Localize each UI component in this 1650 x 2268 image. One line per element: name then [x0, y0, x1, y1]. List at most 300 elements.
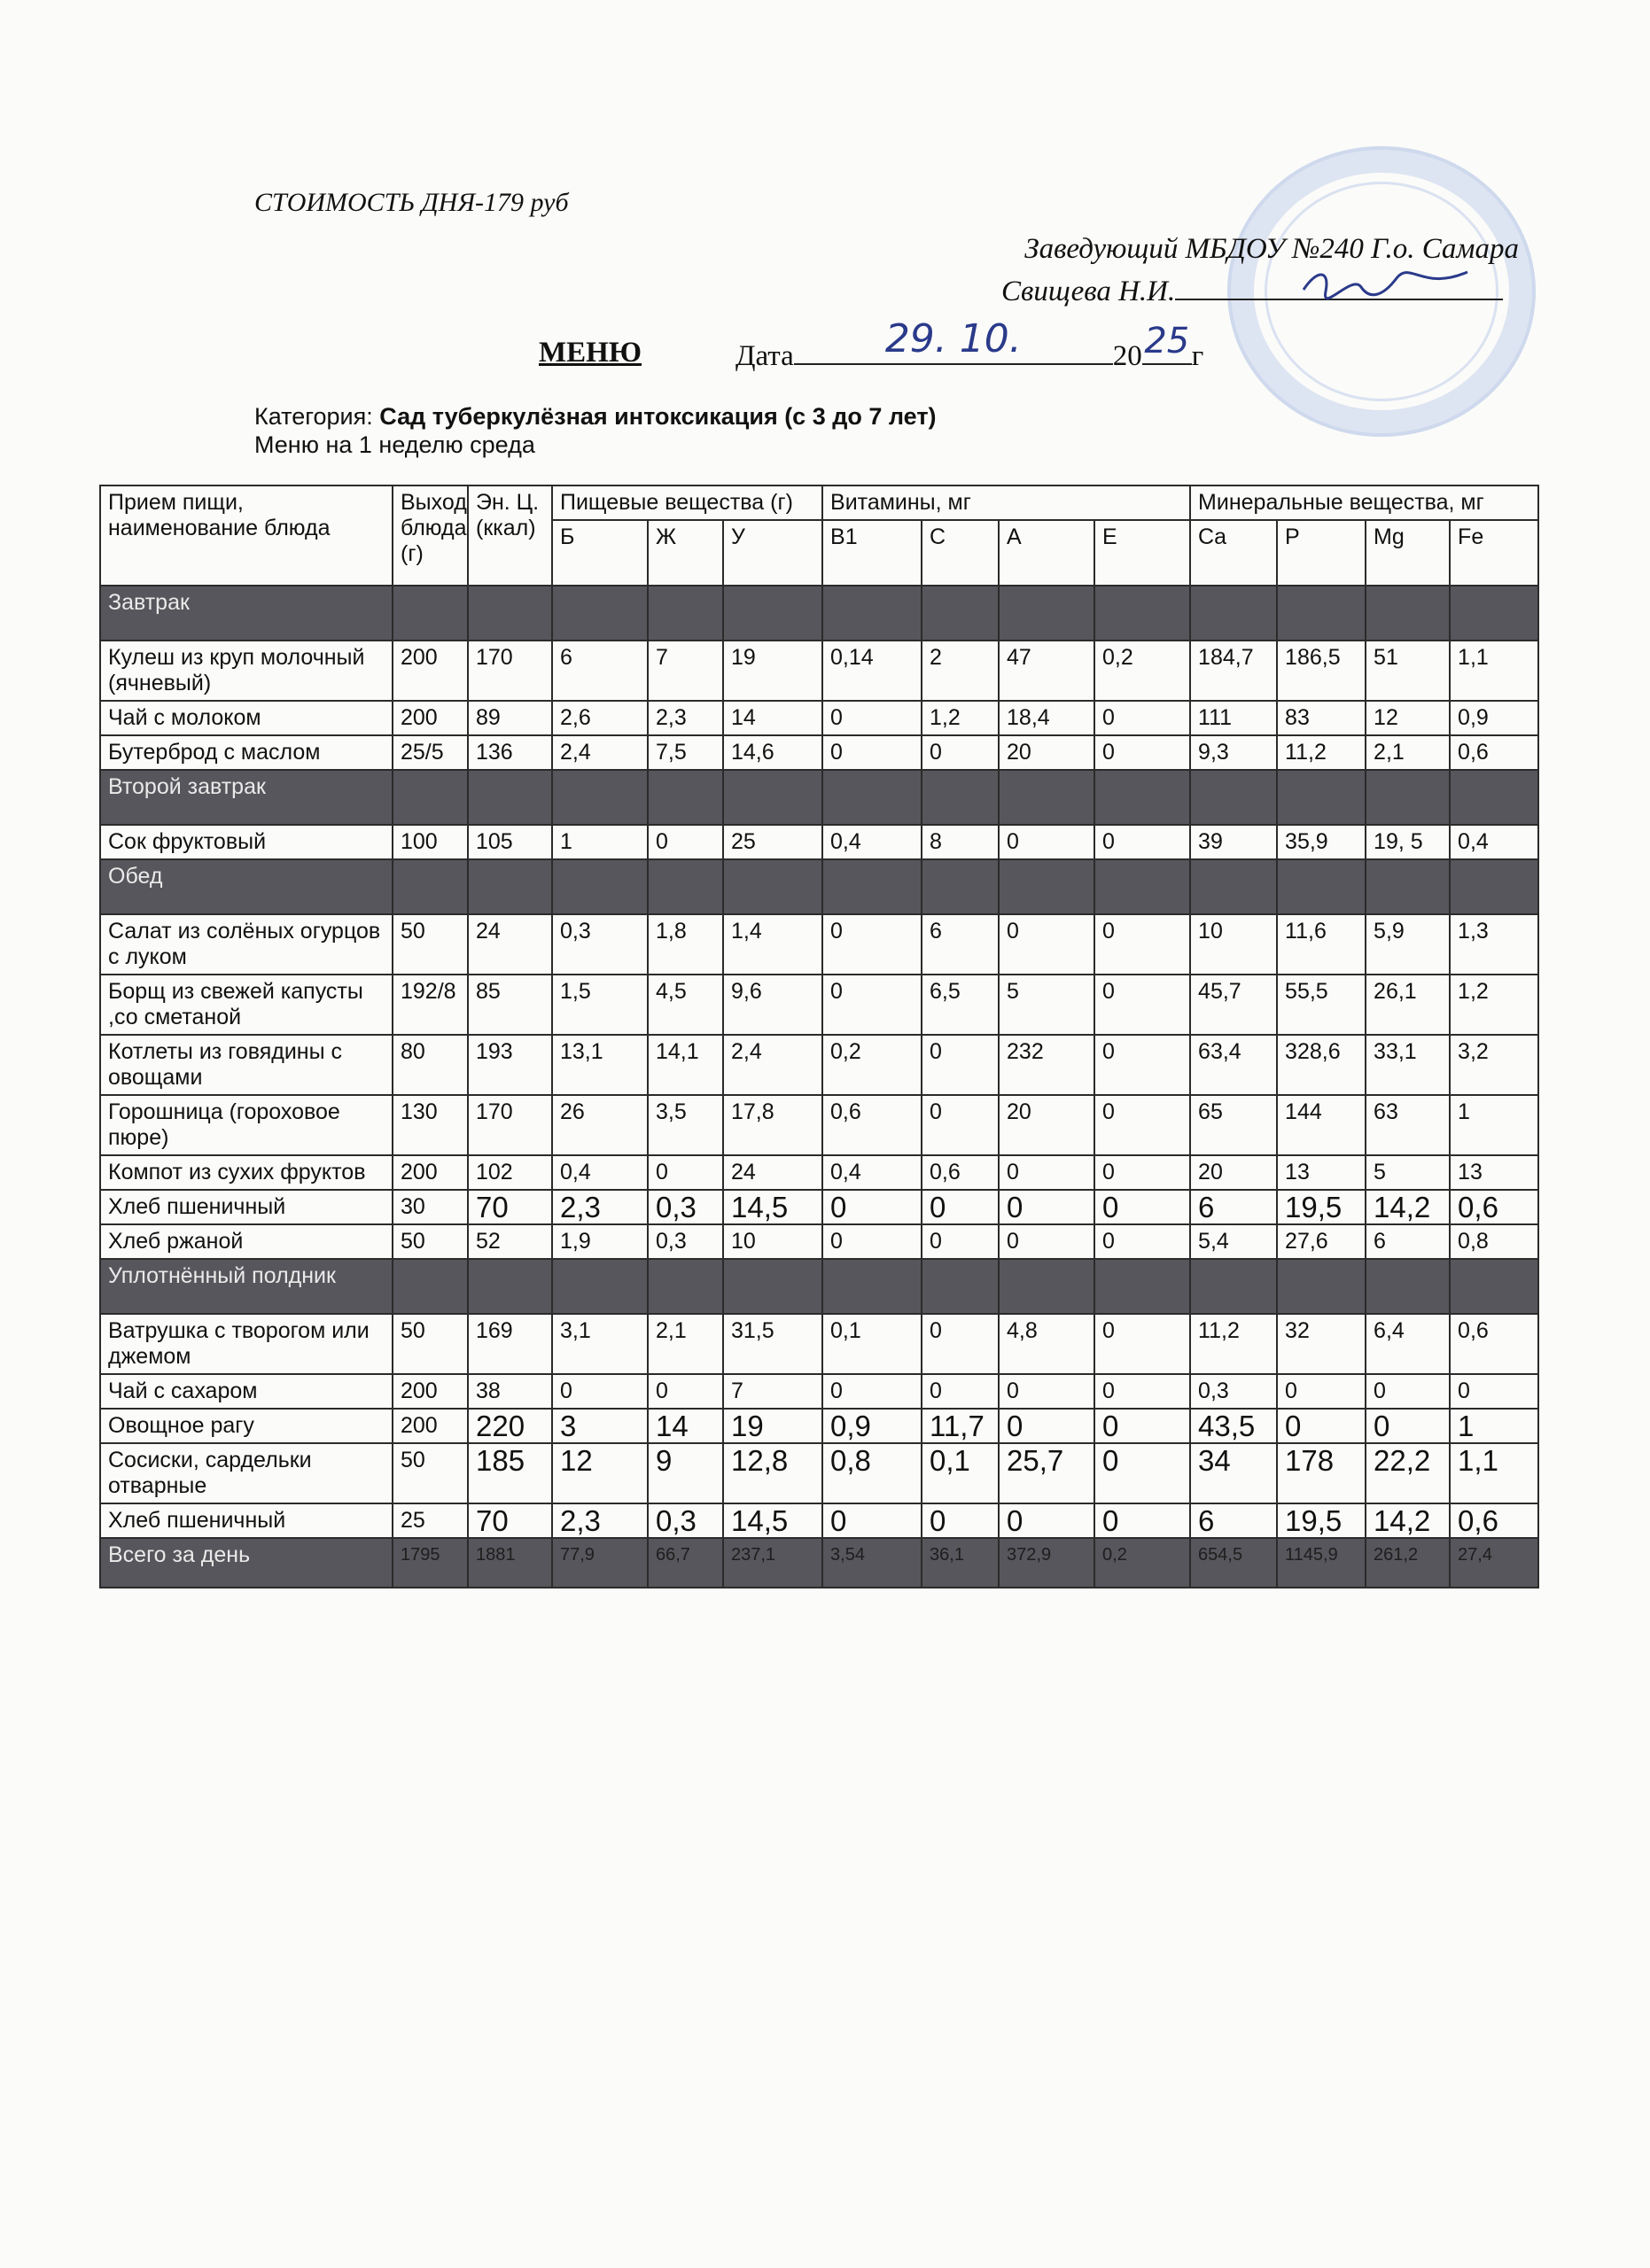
- value-cell: 1,9: [552, 1224, 648, 1259]
- value-cell: 0: [648, 825, 723, 859]
- value-cell: 70: [468, 1503, 552, 1538]
- table-row: [100, 1190, 1538, 1224]
- section-title: Второй завтрак: [100, 770, 393, 825]
- value-cell: 6: [552, 641, 648, 701]
- value-cell: 0,3: [648, 1224, 723, 1259]
- value-cell: 89: [468, 701, 552, 735]
- value-cell: 0,3: [1190, 1374, 1277, 1409]
- total-cell: 0,2: [1094, 1538, 1190, 1588]
- value-cell: 185: [468, 1443, 552, 1503]
- section-filler: [822, 586, 922, 641]
- value-cell: 38: [468, 1374, 552, 1409]
- year-prefix: 20: [1112, 340, 1142, 372]
- section-filler: [922, 1259, 999, 1314]
- value-cell: 0: [648, 1155, 723, 1190]
- value-cell: 192/8: [393, 975, 468, 1035]
- value-cell: 111: [1190, 701, 1277, 735]
- value-cell: 17,8: [723, 1095, 822, 1155]
- value-cell: 5,4: [1190, 1224, 1277, 1259]
- table-row: [100, 914, 1538, 975]
- value-cell: 170: [468, 641, 552, 701]
- dish-name: Хлеб ржаной: [100, 1224, 393, 1259]
- value-cell: 12,8: [723, 1443, 822, 1503]
- value-cell: 13: [1450, 1155, 1538, 1190]
- value-cell: 0: [822, 914, 922, 975]
- date-field: [794, 316, 1113, 365]
- value-cell: 0: [1094, 1409, 1190, 1443]
- value-cell: 1,1: [1450, 641, 1538, 701]
- signature-scribble-icon: [1299, 265, 1476, 300]
- value-cell: 5: [999, 975, 1094, 1035]
- value-cell: 20: [1190, 1155, 1277, 1190]
- section-row: [100, 770, 1538, 825]
- section-filler: [552, 1259, 648, 1314]
- value-cell: 20: [999, 735, 1094, 770]
- value-cell: 14,6: [723, 735, 822, 770]
- value-cell: 3,1: [552, 1314, 648, 1374]
- value-cell: 35,9: [1277, 825, 1366, 859]
- value-cell: 10: [1190, 914, 1277, 975]
- year-suffix: г: [1191, 340, 1204, 372]
- value-cell: 1: [1450, 1095, 1538, 1155]
- header-vitamins: Витамины, мг: [822, 485, 1190, 520]
- category-value: Сад туберкулёзная интоксикация (с 3 до 7 лет): [379, 403, 937, 430]
- value-cell: 39: [1190, 825, 1277, 859]
- value-cell: 4,8: [999, 1314, 1094, 1374]
- value-cell: 22,2: [1366, 1443, 1450, 1503]
- value-cell: 170: [468, 1095, 552, 1155]
- value-cell: 1,2: [1450, 975, 1538, 1035]
- value-cell: 200: [393, 701, 468, 735]
- dish-name: Сок фруктовый: [100, 825, 393, 859]
- section-filler: [822, 770, 922, 825]
- section-filler: [1277, 770, 1366, 825]
- table-row: [100, 1314, 1538, 1374]
- value-cell: 0: [999, 1190, 1094, 1224]
- section-filler: [1366, 586, 1450, 641]
- value-cell: 0: [922, 1314, 999, 1374]
- value-cell: 130: [393, 1095, 468, 1155]
- value-cell: 0: [552, 1374, 648, 1409]
- value-cell: 0: [822, 1503, 922, 1538]
- section-filler: [999, 859, 1094, 914]
- value-cell: 105: [468, 825, 552, 859]
- value-cell: 70: [468, 1190, 552, 1224]
- value-cell: 43,5: [1190, 1409, 1277, 1443]
- value-cell: 0: [822, 1190, 922, 1224]
- dish-name: Горошница (гороховое пюре): [100, 1095, 393, 1155]
- table-row: [100, 1374, 1538, 1409]
- value-cell: 8: [922, 825, 999, 859]
- value-cell: 24: [468, 914, 552, 975]
- subheader-cell: А: [999, 520, 1094, 586]
- value-cell: 0,1: [822, 1314, 922, 1374]
- section-filler: [648, 586, 723, 641]
- value-cell: 193: [468, 1035, 552, 1095]
- section-filler: [1450, 770, 1538, 825]
- value-cell: 200: [393, 1155, 468, 1190]
- value-cell: 0: [922, 735, 999, 770]
- value-cell: 0: [922, 1503, 999, 1538]
- value-cell: 11,7: [922, 1409, 999, 1443]
- value-cell: 0,8: [822, 1443, 922, 1503]
- value-cell: 0,9: [822, 1409, 922, 1443]
- value-cell: 2,4: [552, 735, 648, 770]
- value-cell: 25/5: [393, 735, 468, 770]
- category-line: [254, 403, 937, 431]
- value-cell: 0: [1094, 1503, 1190, 1538]
- dish-name: Борщ из свежей капусты ,со сметаной: [100, 975, 393, 1035]
- value-cell: 1,5: [552, 975, 648, 1035]
- value-cell: 0: [648, 1374, 723, 1409]
- value-cell: 12: [1366, 701, 1450, 735]
- value-cell: 0,6: [822, 1095, 922, 1155]
- header-yield: Выход блюда (г): [393, 485, 468, 586]
- value-cell: 7: [648, 641, 723, 701]
- dish-name: Котлеты из говядины с овощами: [100, 1035, 393, 1095]
- value-cell: 9,6: [723, 975, 822, 1035]
- value-cell: 14: [723, 701, 822, 735]
- table-row: [100, 1224, 1538, 1259]
- value-cell: 184,7: [1190, 641, 1277, 701]
- value-cell: 100: [393, 825, 468, 859]
- value-cell: 0: [999, 825, 1094, 859]
- value-cell: 0,6: [922, 1155, 999, 1190]
- section-filler: [1366, 859, 1450, 914]
- value-cell: 80: [393, 1035, 468, 1095]
- value-cell: 2: [922, 641, 999, 701]
- value-cell: 0: [1094, 1443, 1190, 1503]
- value-cell: 0: [822, 1224, 922, 1259]
- value-cell: 19,5: [1277, 1190, 1366, 1224]
- total-cell: 77,9: [552, 1538, 648, 1588]
- value-cell: 50: [393, 1314, 468, 1374]
- value-cell: 2,3: [552, 1503, 648, 1538]
- dish-name: Сосиски, сардельки отварные: [100, 1443, 393, 1503]
- year-field: [1142, 321, 1192, 365]
- section-filler: [723, 1259, 822, 1314]
- section-row: [100, 586, 1538, 641]
- value-cell: 0,14: [822, 641, 922, 701]
- dish-name: Овощное рагу: [100, 1409, 393, 1443]
- value-cell: 0: [999, 1409, 1094, 1443]
- section-filler: [1450, 586, 1538, 641]
- value-cell: 26,1: [1366, 975, 1450, 1035]
- value-cell: 26: [552, 1095, 648, 1155]
- section-filler: [393, 586, 468, 641]
- section-filler: [1094, 770, 1190, 825]
- value-cell: 14,5: [723, 1190, 822, 1224]
- section-filler: [1277, 1259, 1366, 1314]
- day-cost: СТОИМОСТЬ ДНЯ-179 руб: [254, 188, 569, 217]
- section-filler: [922, 586, 999, 641]
- value-cell: 2,3: [648, 701, 723, 735]
- value-cell: 169: [468, 1314, 552, 1374]
- section-filler: [822, 1259, 922, 1314]
- section-filler: [1094, 1259, 1190, 1314]
- subheader-cell: Fe: [1450, 520, 1538, 586]
- value-cell: 0,4: [822, 825, 922, 859]
- value-cell: 0,6: [1450, 735, 1538, 770]
- subheader-cell: P: [1277, 520, 1366, 586]
- section-filler: [822, 859, 922, 914]
- subheader-cell: В1: [822, 520, 922, 586]
- value-cell: 0: [822, 1374, 922, 1409]
- value-cell: 0: [999, 914, 1094, 975]
- value-cell: 13: [1277, 1155, 1366, 1190]
- value-cell: 50: [393, 1224, 468, 1259]
- header-energy: Эн. Ц. (ккал): [468, 485, 552, 586]
- value-cell: 25: [393, 1503, 468, 1538]
- dish-name: Ватрушка с творогом или джемом: [100, 1314, 393, 1374]
- dish-name: Компот из сухих фруктов: [100, 1155, 393, 1190]
- value-cell: 24: [723, 1155, 822, 1190]
- value-cell: 32: [1277, 1314, 1366, 1374]
- value-cell: 0,6: [1450, 1314, 1538, 1374]
- value-cell: 6: [1190, 1503, 1277, 1538]
- dish-name: Хлеб пшеничный: [100, 1190, 393, 1224]
- value-cell: 0: [922, 1035, 999, 1095]
- value-cell: 0,6: [1450, 1190, 1538, 1224]
- value-cell: 2,6: [552, 701, 648, 735]
- value-cell: 0: [1094, 825, 1190, 859]
- section-filler: [1094, 859, 1190, 914]
- dish-name: Чай с молоком: [100, 701, 393, 735]
- value-cell: 136: [468, 735, 552, 770]
- section-filler: [552, 859, 648, 914]
- value-cell: 0: [1094, 1314, 1190, 1374]
- value-cell: 186,5: [1277, 641, 1366, 701]
- section-row: [100, 1259, 1538, 1314]
- value-cell: 0: [1277, 1374, 1366, 1409]
- value-cell: 0,4: [1450, 825, 1538, 859]
- value-cell: 1,3: [1450, 914, 1538, 975]
- section-filler: [648, 859, 723, 914]
- section-filler: [1190, 1259, 1277, 1314]
- subheader-cell: Е: [1094, 520, 1190, 586]
- table-row: [100, 1409, 1538, 1443]
- total-cell: 1145,9: [1277, 1538, 1366, 1588]
- value-cell: 83: [1277, 701, 1366, 735]
- value-cell: 11,2: [1190, 1314, 1277, 1374]
- value-cell: 25,7: [999, 1443, 1094, 1503]
- value-cell: 9: [648, 1443, 723, 1503]
- signature: [1175, 272, 1503, 300]
- value-cell: 4,5: [648, 975, 723, 1035]
- value-cell: 63: [1366, 1095, 1450, 1155]
- value-cell: 1,2: [922, 701, 999, 735]
- total-cell: 372,9: [999, 1538, 1094, 1588]
- table-row: [100, 975, 1538, 1035]
- total-cell: 36,1: [922, 1538, 999, 1588]
- value-cell: 55,5: [1277, 975, 1366, 1035]
- value-cell: 0: [999, 1224, 1094, 1259]
- value-cell: 30: [393, 1190, 468, 1224]
- section-filler: [648, 1259, 723, 1314]
- value-cell: 34: [1190, 1443, 1277, 1503]
- section-filler: [922, 859, 999, 914]
- section-filler: [723, 859, 822, 914]
- value-cell: 6,4: [1366, 1314, 1450, 1374]
- section-filler: [393, 859, 468, 914]
- header-minerals: Минеральные вещества, мг: [1190, 485, 1538, 520]
- value-cell: 14,2: [1366, 1503, 1450, 1538]
- total-cell: 1795: [393, 1538, 468, 1588]
- value-cell: 0: [999, 1374, 1094, 1409]
- value-cell: 0,3: [648, 1503, 723, 1538]
- value-cell: 0,2: [1094, 641, 1190, 701]
- value-cell: 6: [1366, 1224, 1450, 1259]
- value-cell: 0: [1094, 701, 1190, 735]
- section-filler: [1366, 770, 1450, 825]
- total-cell: 3,54: [822, 1538, 922, 1588]
- value-cell: 0: [822, 975, 922, 1035]
- value-cell: 19: [723, 641, 822, 701]
- value-cell: 0: [1094, 1190, 1190, 1224]
- section-filler: [468, 770, 552, 825]
- value-cell: 65: [1190, 1095, 1277, 1155]
- table-row: [100, 825, 1538, 859]
- value-cell: 47: [999, 641, 1094, 701]
- value-cell: 52: [468, 1224, 552, 1259]
- date-value: 29. 10.: [884, 316, 1022, 361]
- week-line: Меню на 1 неделю среда: [254, 431, 535, 458]
- value-cell: 0,3: [648, 1190, 723, 1224]
- value-cell: 0: [1366, 1409, 1450, 1443]
- value-cell: 232: [999, 1035, 1094, 1095]
- section-filler: [999, 1259, 1094, 1314]
- section-filler: [1450, 1259, 1538, 1314]
- subheader-cell: Mg: [1366, 520, 1450, 586]
- value-cell: 10: [723, 1224, 822, 1259]
- subheader-cell: Ж: [648, 520, 723, 586]
- menu-title: МЕНЮ: [539, 337, 642, 369]
- value-cell: 0: [1094, 1095, 1190, 1155]
- total-cell: 654,5: [1190, 1538, 1277, 1588]
- section-title: Обед: [100, 859, 393, 914]
- header-nutrients: Пищевые вещества (г): [552, 485, 822, 520]
- dish-name: Салат из солёных огурцов с луком: [100, 914, 393, 975]
- value-cell: 0: [1450, 1374, 1538, 1409]
- value-cell: 0: [1094, 735, 1190, 770]
- value-cell: 0: [1094, 975, 1190, 1035]
- value-cell: 7,5: [648, 735, 723, 770]
- value-cell: 19, 5: [1366, 825, 1450, 859]
- value-cell: 178: [1277, 1443, 1366, 1503]
- value-cell: 0: [922, 1374, 999, 1409]
- approver-signature-line: [1001, 272, 1503, 308]
- value-cell: 18,4: [999, 701, 1094, 735]
- table-row: [100, 1443, 1538, 1503]
- subheader-cell: У: [723, 520, 822, 586]
- section-title: Завтрак: [100, 586, 393, 641]
- date-row: [735, 316, 1204, 373]
- value-cell: 0: [1094, 1155, 1190, 1190]
- value-cell: 0: [1094, 1224, 1190, 1259]
- dish-name: Хлеб пшеничный: [100, 1503, 393, 1538]
- dish-name: Бутерброд с маслом: [100, 735, 393, 770]
- value-cell: 1,1: [1450, 1443, 1538, 1503]
- section-filler: [1277, 859, 1366, 914]
- value-cell: 0,8: [1450, 1224, 1538, 1259]
- total-row: [100, 1538, 1538, 1588]
- value-cell: 9,3: [1190, 735, 1277, 770]
- value-cell: 200: [393, 641, 468, 701]
- value-cell: 14,2: [1366, 1190, 1450, 1224]
- value-cell: 0: [822, 735, 922, 770]
- value-cell: 11,6: [1277, 914, 1366, 975]
- value-cell: 85: [468, 975, 552, 1035]
- value-cell: 13,1: [552, 1035, 648, 1095]
- section-filler: [1190, 770, 1277, 825]
- section-filler: [1450, 859, 1538, 914]
- menu-table: [99, 485, 1539, 1588]
- value-cell: 19: [723, 1409, 822, 1443]
- approver-title: Заведующий МБДОУ №240 Г.о. Самара: [1024, 233, 1519, 265]
- dish-name: Чай с сахаром: [100, 1374, 393, 1409]
- value-cell: 33,1: [1366, 1035, 1450, 1095]
- value-cell: 14: [648, 1409, 723, 1443]
- value-cell: 14,1: [648, 1035, 723, 1095]
- value-cell: 0: [922, 1095, 999, 1155]
- table-row: [100, 701, 1538, 735]
- table-row: [100, 1503, 1538, 1538]
- value-cell: 2,4: [723, 1035, 822, 1095]
- value-cell: 19,5: [1277, 1503, 1366, 1538]
- value-cell: 0: [922, 1224, 999, 1259]
- value-cell: 1: [552, 825, 648, 859]
- value-cell: 200: [393, 1374, 468, 1409]
- value-cell: 25: [723, 825, 822, 859]
- value-cell: 12: [552, 1443, 648, 1503]
- date-label: Дата: [735, 340, 794, 372]
- value-cell: 102: [468, 1155, 552, 1190]
- value-cell: 0,2: [822, 1035, 922, 1095]
- value-cell: 2,3: [552, 1190, 648, 1224]
- section-filler: [999, 586, 1094, 641]
- value-cell: 0,6: [1450, 1503, 1538, 1538]
- total-cell: 1881: [468, 1538, 552, 1588]
- section-filler: [468, 586, 552, 641]
- table-row: [100, 1035, 1538, 1095]
- value-cell: 0,3: [552, 914, 648, 975]
- value-cell: 328,6: [1277, 1035, 1366, 1095]
- total-cell: 27,4: [1450, 1538, 1538, 1588]
- value-cell: 14,5: [723, 1503, 822, 1538]
- value-cell: 0,9: [1450, 701, 1538, 735]
- table-row: [100, 641, 1538, 701]
- dish-name: Кулеш из круп молочный (ячневый): [100, 641, 393, 701]
- value-cell: 6,5: [922, 975, 999, 1035]
- section-filler: [1094, 586, 1190, 641]
- value-cell: 1,8: [648, 914, 723, 975]
- value-cell: 0,4: [552, 1155, 648, 1190]
- section-filler: [393, 1259, 468, 1314]
- value-cell: 200: [393, 1409, 468, 1443]
- value-cell: 6: [1190, 1190, 1277, 1224]
- table-row: [100, 1155, 1538, 1190]
- section-filler: [552, 586, 648, 641]
- section-filler: [648, 770, 723, 825]
- subheader-cell: Ca: [1190, 520, 1277, 586]
- value-cell: 0: [1094, 1374, 1190, 1409]
- year-value: 25: [1144, 321, 1190, 361]
- value-cell: 51: [1366, 641, 1450, 701]
- value-cell: 31,5: [723, 1314, 822, 1374]
- value-cell: 144: [1277, 1095, 1366, 1155]
- section-filler: [1277, 586, 1366, 641]
- section-filler: [999, 770, 1094, 825]
